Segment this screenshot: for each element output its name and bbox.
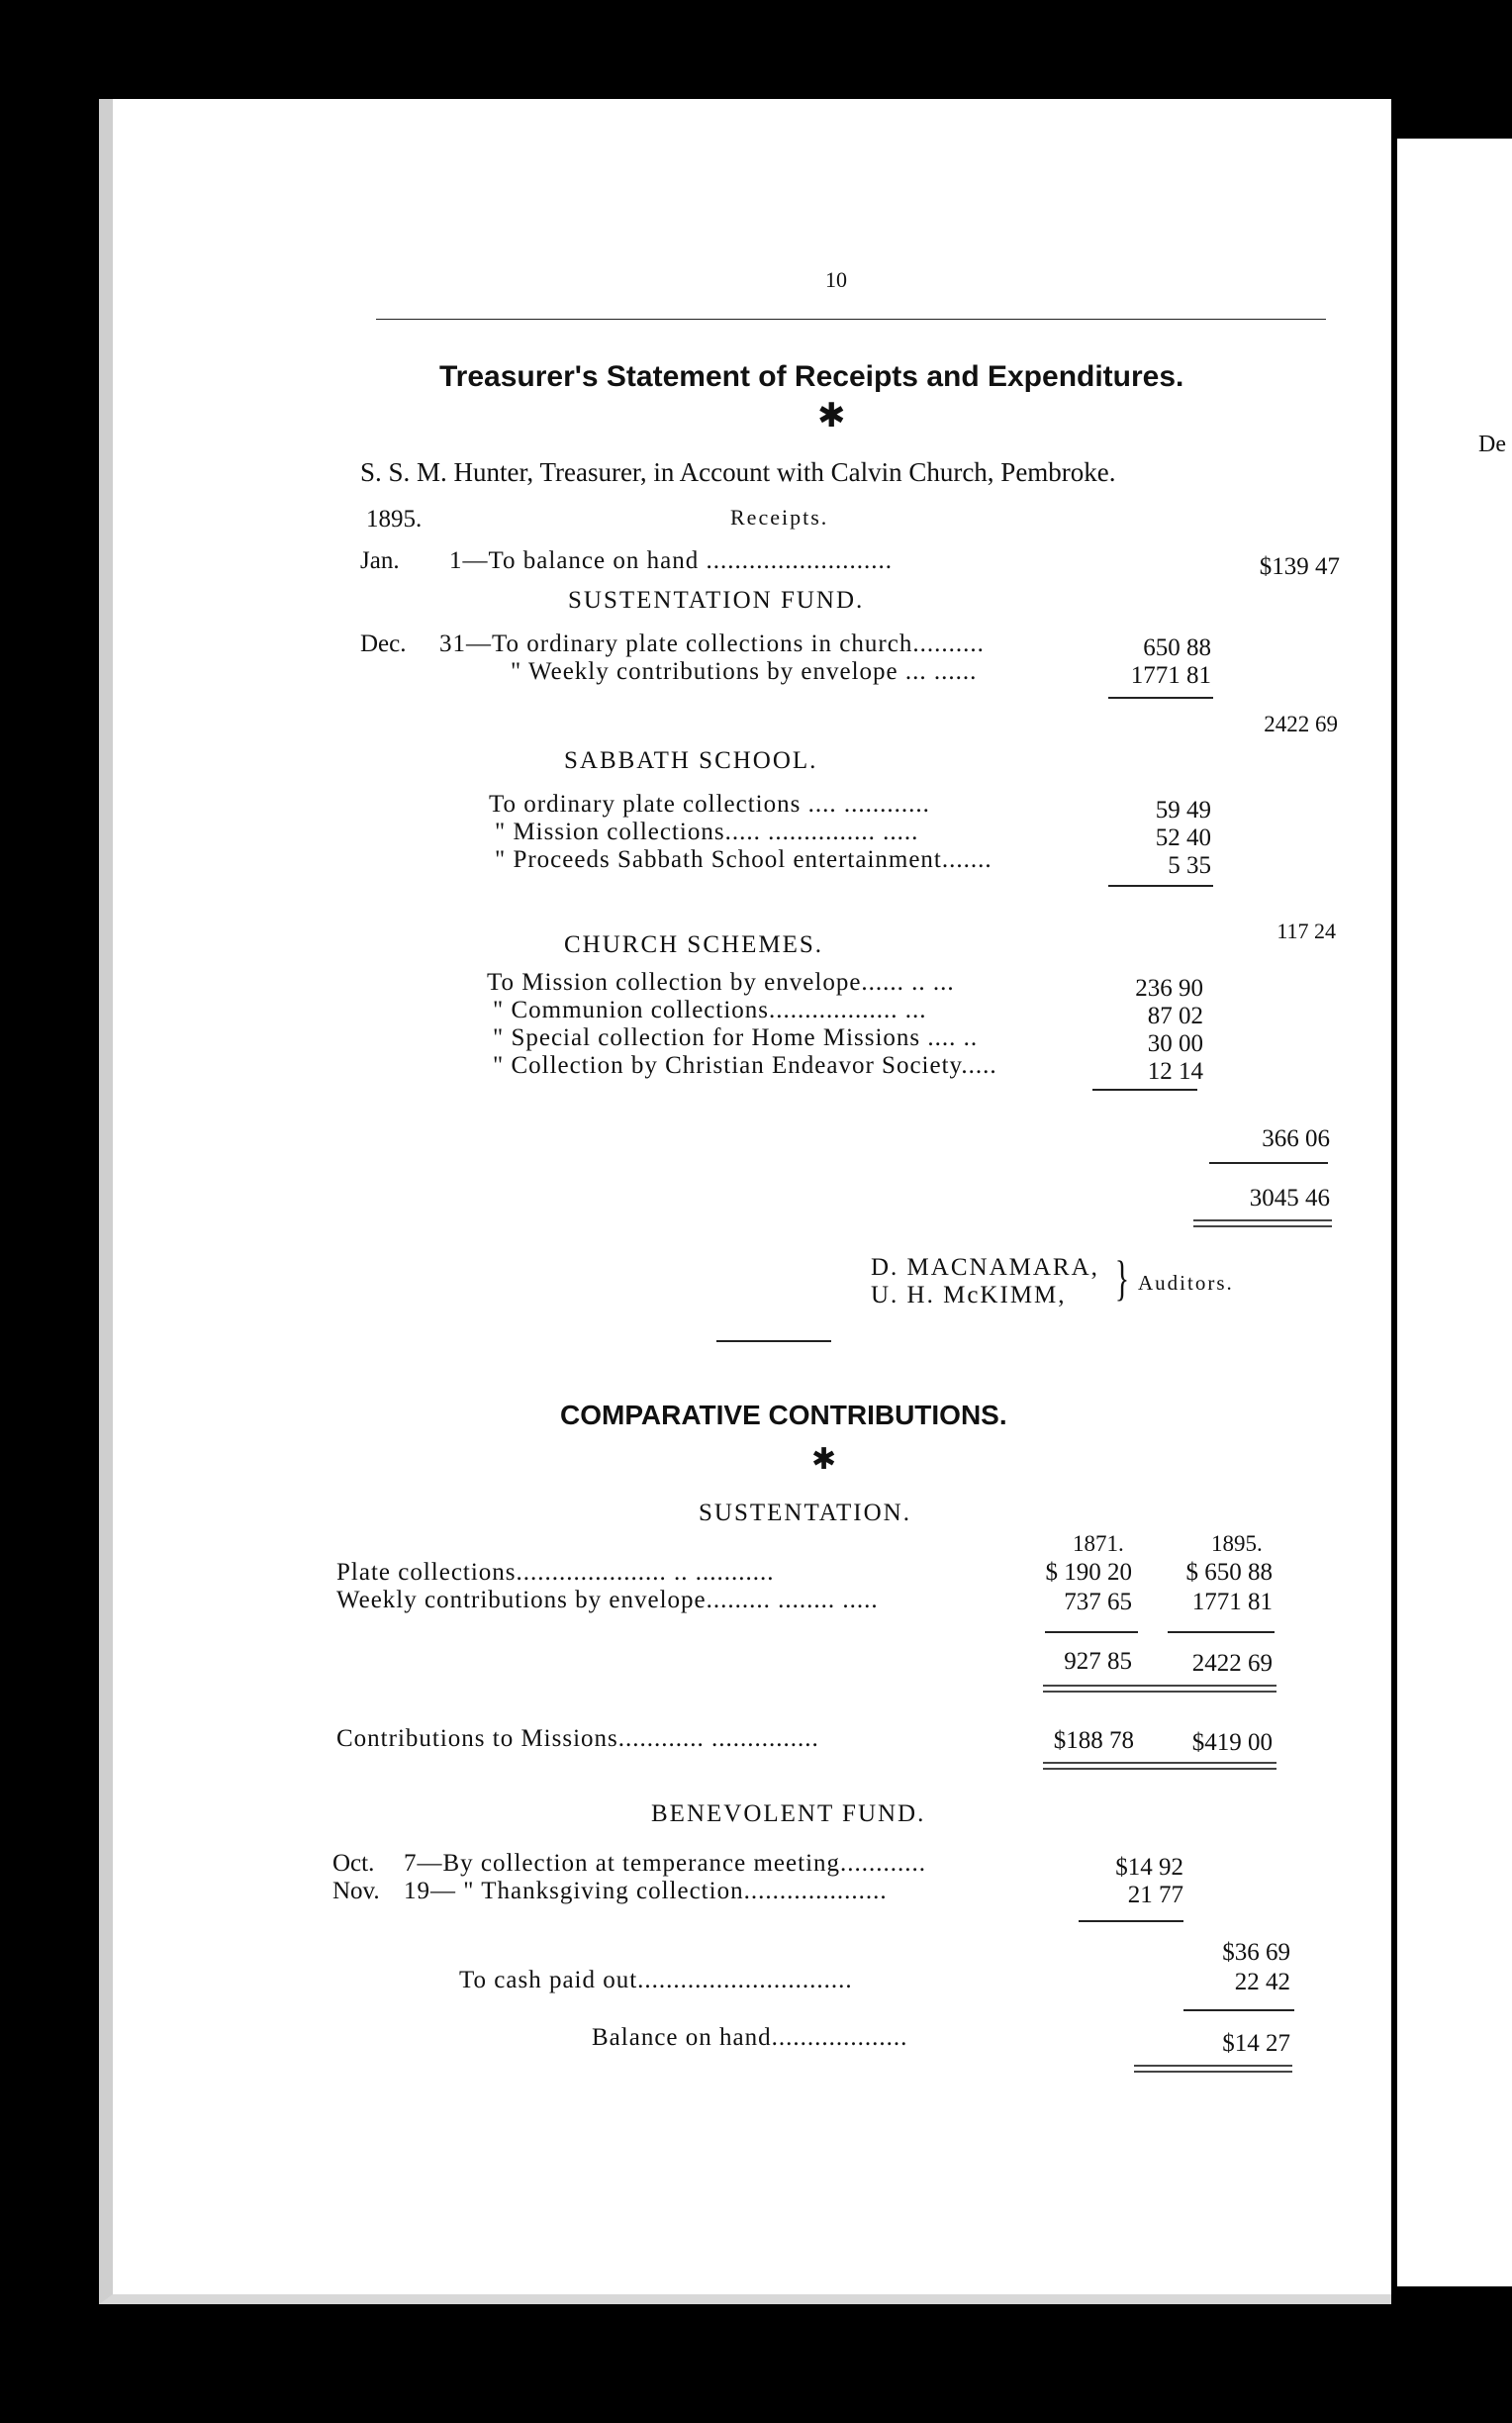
sustentation-amount-2: 1771 81: [1130, 662, 1211, 689]
benevolent-month-2: Nov.: [332, 1878, 380, 1904]
grand-total: 3045 46: [1249, 1185, 1330, 1212]
year: 1895.: [366, 506, 423, 533]
schemes-rule: [1092, 1089, 1197, 1091]
schemes-line-2: " Communion collections.................. ...: [493, 997, 927, 1023]
sabbath-total: 117 24: [1276, 919, 1336, 943]
schemes-line-4: " Collection by Christian Endeavor Society.....: [493, 1052, 997, 1079]
schemes-line-3: " Special collection for Home Missions .... ..: [493, 1024, 979, 1051]
cash-paid-label: To cash paid out..............................: [459, 1967, 853, 1993]
balance-label: Balance on hand...................: [592, 2024, 908, 2051]
opposite-page: [1397, 139, 1512, 2286]
sustentation-amount-1: 650 88: [1143, 634, 1211, 661]
sabbath-rule: [1108, 885, 1213, 887]
missions-1895: $419 00: [1191, 1729, 1273, 1756]
benevolent-heading: BENEVOLENT FUND.: [651, 1800, 926, 1827]
total-1895: 2422 69: [1191, 1650, 1273, 1677]
balance-amount: $14 27: [1222, 2030, 1290, 2057]
receipts-heading: Receipts.: [730, 505, 829, 530]
benevolent-amount-2: 21 77: [1127, 1882, 1183, 1908]
opening-amount: $139 47: [1259, 553, 1340, 580]
balance-rule: [1183, 2009, 1294, 2011]
sustentation-heading: SUSTENTATION FUND.: [568, 587, 865, 614]
total-double-rule: [1043, 1685, 1276, 1693]
ornament-icon: ✱: [817, 398, 846, 435]
comparative-rule-1895: [1168, 1631, 1275, 1633]
schemes-total: 366 06: [1262, 1125, 1330, 1152]
benevolent-amount-1: $14 92: [1115, 1854, 1183, 1881]
grand-total-double-rule: [1193, 1219, 1332, 1227]
missions-label: Contributions to Missions............ ...............: [336, 1725, 819, 1752]
schemes-total-rule: [1209, 1162, 1328, 1164]
sustentation-total: 2422 69: [1264, 712, 1338, 736]
schemes-amount-2: 87 02: [1147, 1003, 1203, 1029]
schemes-line-1: To Mission collection by envelope...... .. ...: [487, 969, 955, 996]
schemes-heading: CHURCH SCHEMES.: [564, 931, 823, 958]
benevolent-line-2: 19— " Thanksgiving collection....................: [404, 1878, 888, 1904]
sustentation-month: Dec.: [360, 630, 407, 657]
plate-collections-label: Plate collections..................... .. ...........: [336, 1559, 775, 1586]
benevolent-rule: [1079, 1920, 1183, 1922]
header-rule: [376, 319, 1326, 320]
sabbath-line-2: " Mission collections..... ............... .....: [495, 819, 919, 845]
opening-line: 1—To balance on hand ..........................: [449, 547, 893, 574]
cash-paid-amount: 22 42: [1234, 1969, 1290, 1995]
sustentation-rule: [1108, 697, 1213, 699]
benevolent-line-1: 7—By collection at temperance meeting............: [404, 1850, 927, 1877]
weekly-1895: 1771 81: [1191, 1589, 1273, 1615]
opposite-page-fragment: De: [1478, 432, 1506, 457]
comparative-sub-heading: SUSTENTATION.: [699, 1500, 911, 1526]
sustentation-line-1: 31—To ordinary plate collections in church..........: [439, 630, 985, 657]
schemes-amount-3: 30 00: [1147, 1030, 1203, 1057]
weekly-1871: 737 65: [1064, 1589, 1132, 1615]
year-1871: 1871.: [1073, 1531, 1124, 1556]
missions-1871: $188 78: [1053, 1727, 1134, 1754]
page-number: 10: [825, 267, 847, 292]
benevolent-month-1: Oct.: [332, 1850, 375, 1877]
sabbath-amount-1: 59 49: [1155, 797, 1211, 824]
sabbath-line-1: To ordinary plate collections .... ............: [489, 791, 930, 818]
plate-1871: $ 190 20: [1045, 1559, 1132, 1586]
benevolent-subtotal: $36 69: [1222, 1939, 1290, 1966]
auditor-2: U. H. McKIMM,: [871, 1282, 1067, 1308]
weekly-label: Weekly contributions by envelope......... ........ .....: [336, 1587, 879, 1613]
sustentation-line-2: " Weekly contributions by envelope ... ......: [511, 658, 978, 685]
sabbath-heading: SABBATH SCHOOL.: [564, 747, 818, 774]
page-title: Treasurer's Statement of Receipts and Expenditures.: [439, 360, 1184, 393]
comparative-ornament-icon: ✱: [811, 1443, 837, 1476]
schemes-amount-4: 12 14: [1147, 1058, 1203, 1085]
section-divider: [716, 1340, 831, 1342]
plate-1895: $ 650 88: [1185, 1559, 1273, 1586]
account-line: S. S. M. Hunter, Treasurer, in Account with Calvin Church, Pembroke.: [360, 457, 1116, 487]
auditors-label: Auditors.: [1138, 1271, 1234, 1295]
document-page: [99, 99, 1391, 2304]
sabbath-line-3: " Proceeds Sabbath School entertainment.......: [495, 846, 992, 873]
sabbath-amount-3: 5 35: [1168, 852, 1211, 879]
missions-double-rule: [1043, 1762, 1276, 1770]
balance-double-rule: [1134, 2065, 1292, 2073]
sabbath-amount-2: 52 40: [1155, 824, 1211, 851]
comparative-rule-1871: [1045, 1631, 1138, 1633]
auditor-1: D. MACNAMARA,: [871, 1254, 1099, 1281]
schemes-amount-1: 236 90: [1135, 975, 1203, 1002]
year-1895: 1895.: [1211, 1531, 1263, 1556]
auditor-brace: }: [1114, 1250, 1130, 1306]
total-1871: 927 85: [1064, 1648, 1132, 1675]
comparative-title: COMPARATIVE CONTRIBUTIONS.: [560, 1400, 1007, 1430]
opening-month: Jan.: [360, 547, 400, 574]
